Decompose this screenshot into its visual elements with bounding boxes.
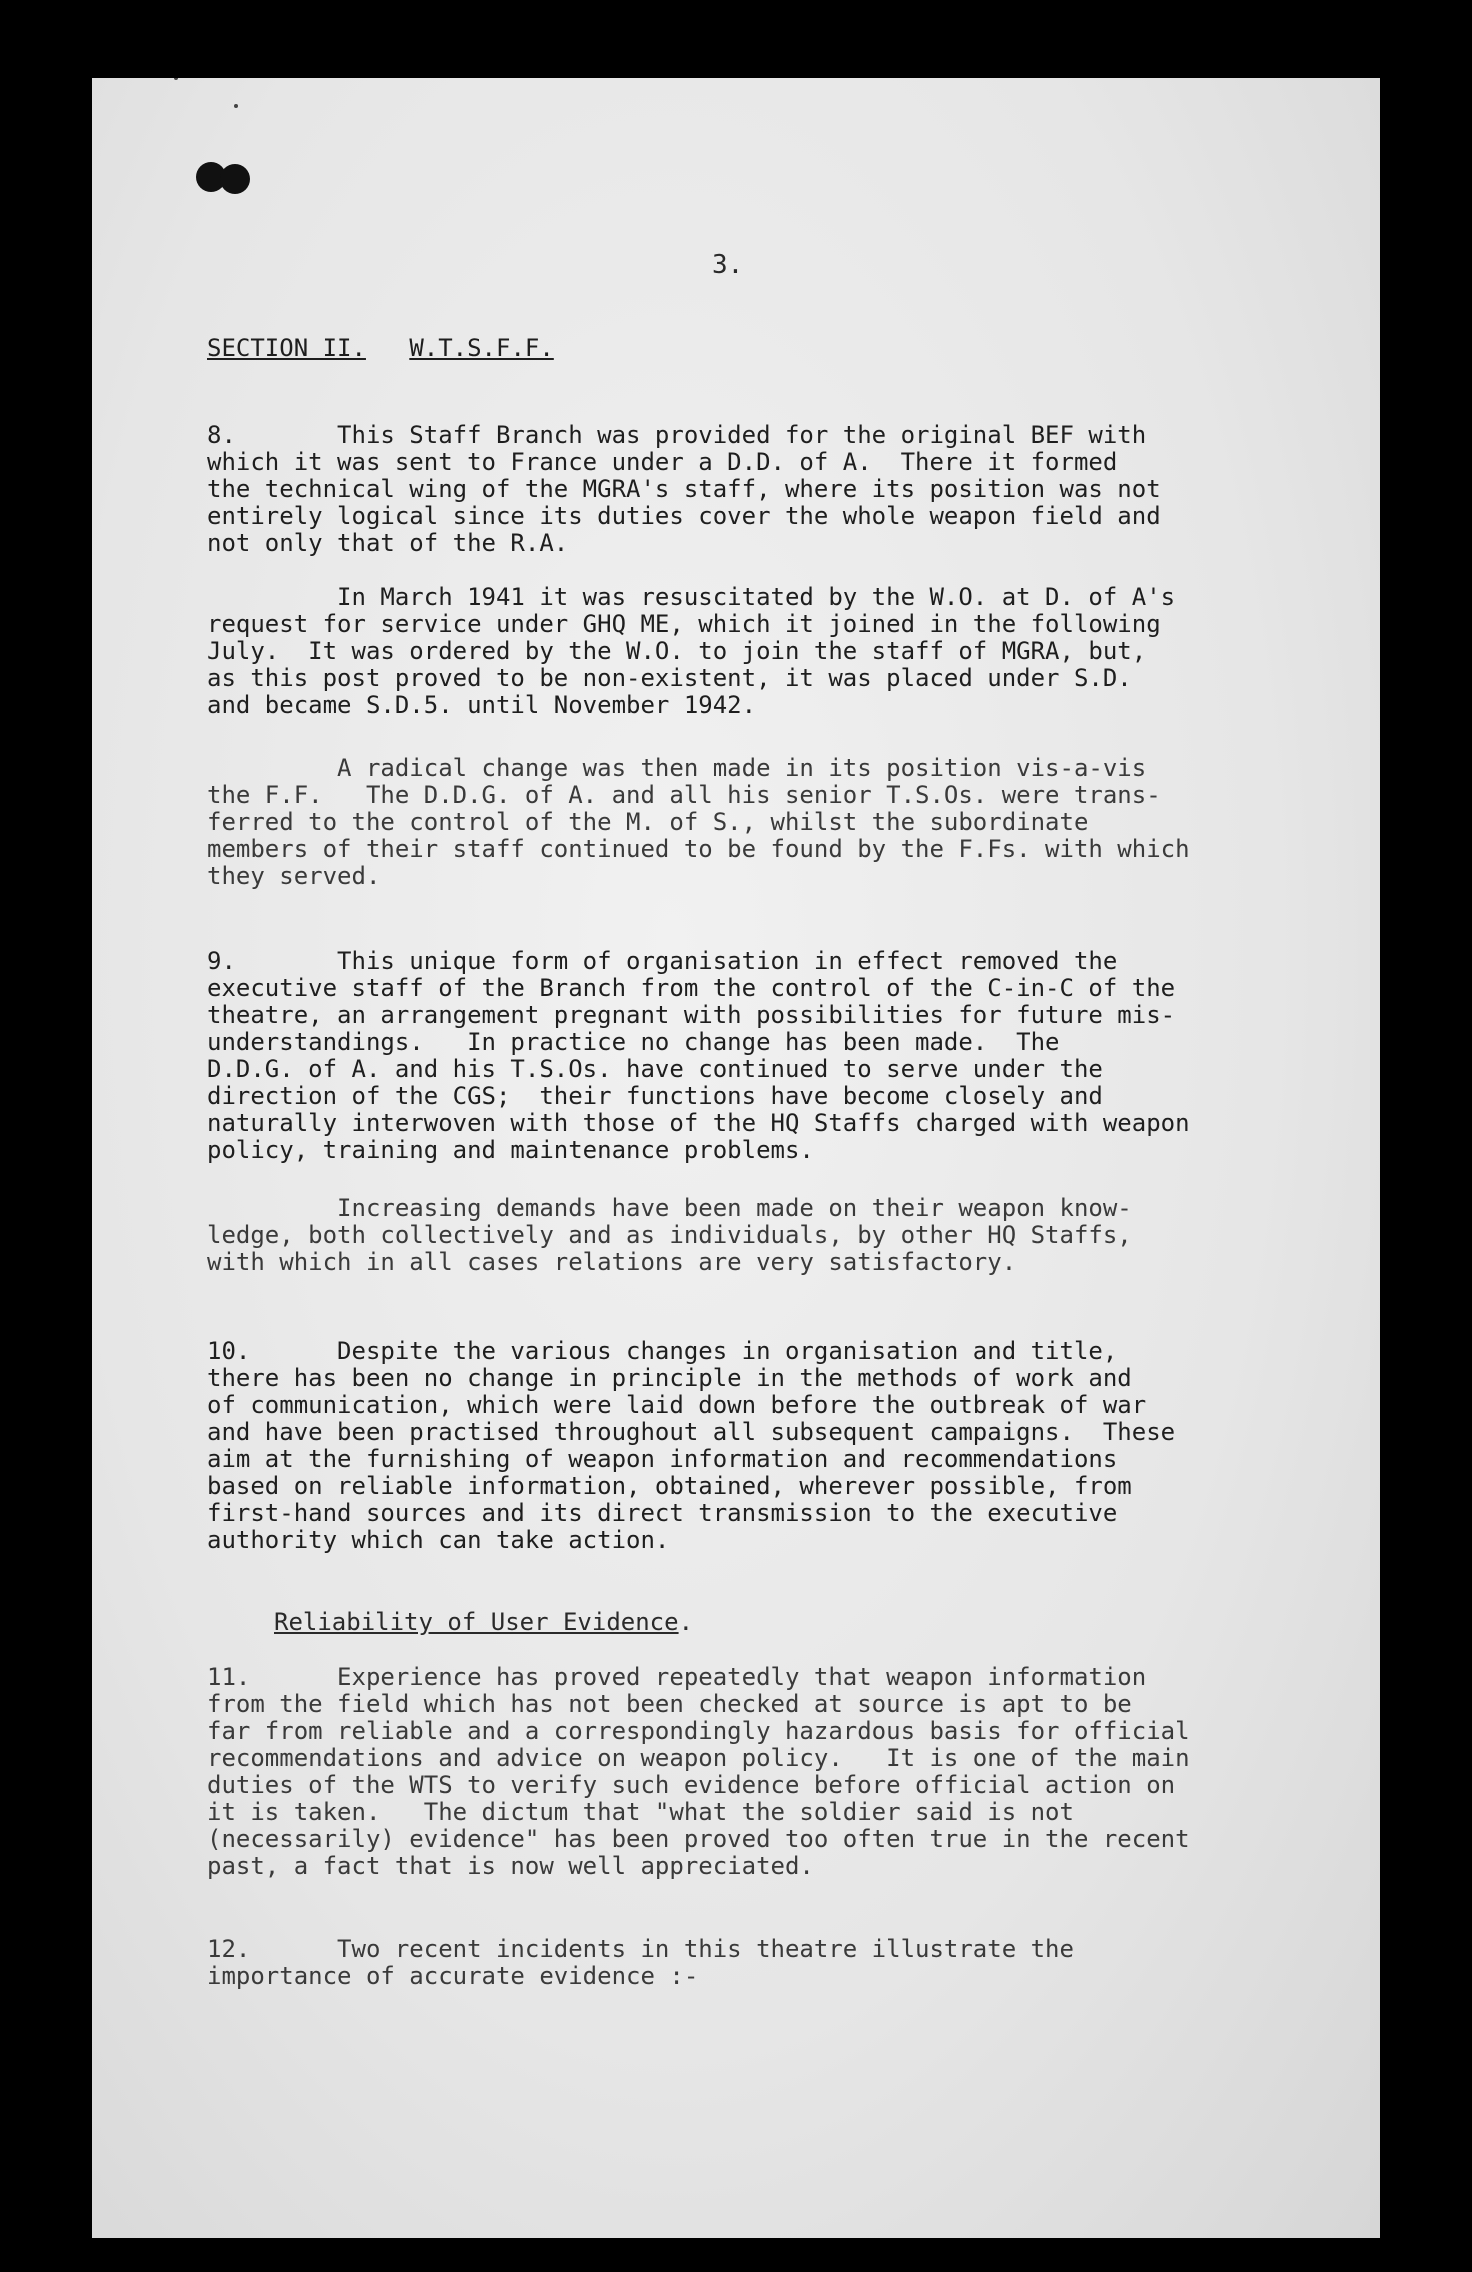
paragraph-8: 8. This Staff Branch was provided for the original BEF with which it was sent to France under a D.D. of A. There it formed the technical wing of the MGRA's staff, where its position was not entirely logical since its duties cover the whole weapon field and not only that of the R.A. — [207, 421, 1161, 557]
speck — [174, 78, 178, 80]
paragraph-9: 9. This unique form of organisation in effect removed the executive staff of the Branch from the control of the C-in-C of the theatre, an arrangement pregnant with possibilities for future mis- understandings. In practice no change has been made. The D.D.G. of A. and his T.S.Os. have continued to serve under the direction of the CGS; their functions have become closely and naturally interwoven with those of the HQ Staffs charged with weapon policy, training and maintenance problems. — [207, 947, 1190, 1164]
paragraph-12: 12. Two recent incidents in this theatre illustrate the importance of accurate evidence :- — [207, 1935, 1074, 1990]
subheading-suffix: . — [678, 1608, 694, 1636]
page-number: 3. — [712, 250, 744, 280]
document-page — [92, 78, 1380, 2238]
subheading — [274, 1608, 693, 1636]
section-label: SECTION II. — [207, 334, 366, 362]
punch-hole — [220, 164, 250, 194]
section-title: W.T.S.F.F. — [409, 334, 554, 362]
paragraph-11: 11. Experience has proved repeatedly that weapon information from the field which has not been checked at source is apt to be far from reliable and a correspondingly hazardous basis for official recommendations and advice on weapon policy. It is one of the main duties of the WTS to verify such evidence before official action on it is taken. The dictum that "what the soldier said is not (necessarily) evidence" has been proved too often true in the recent past, a fact that is now well appreciated. — [207, 1663, 1190, 1880]
paragraph-8-radical-change: A radical change was then made in its position vis-a-vis the F.F. The D.D.G. of A. and all his senior T.S.Os. were trans- ferred to the control of the M. of S., whilst the subordinate members of their staff continued to be found by the F.Fs. with which they served. — [207, 754, 1190, 890]
speck — [234, 104, 238, 108]
subheading-title: Reliability of User Evidence — [274, 1608, 679, 1636]
paragraph-9-continued: Increasing demands have been made on their weapon know- ledge, both collectively and as individuals, by other HQ Staffs, with which in all cases relations are very satisfactory. — [207, 1194, 1132, 1276]
paragraph-8-continued: In March 1941 it was resuscitated by the W.O. at D. of A's request for service under GHQ ME, which it joined in the following July. It was ordered by the W.O. to join the staff of MGRA, but, as this post proved to be non-existent, it was placed under S.D. and became S.D.5. until November 1942. — [207, 583, 1176, 719]
paragraph-10: 10. Despite the various changes in organisation and title, there has been no change in principle in the methods of work and of communication, which were laid down before the outbreak of war and have been practised throughout all subsequent campaigns. These aim at the furnishing of weapon information and recommendations based on reliable information, obtained, wherever possible, from first-hand sources and its direct transmission to the executive authority which can take action. — [207, 1337, 1176, 1554]
section-heading — [207, 334, 554, 362]
